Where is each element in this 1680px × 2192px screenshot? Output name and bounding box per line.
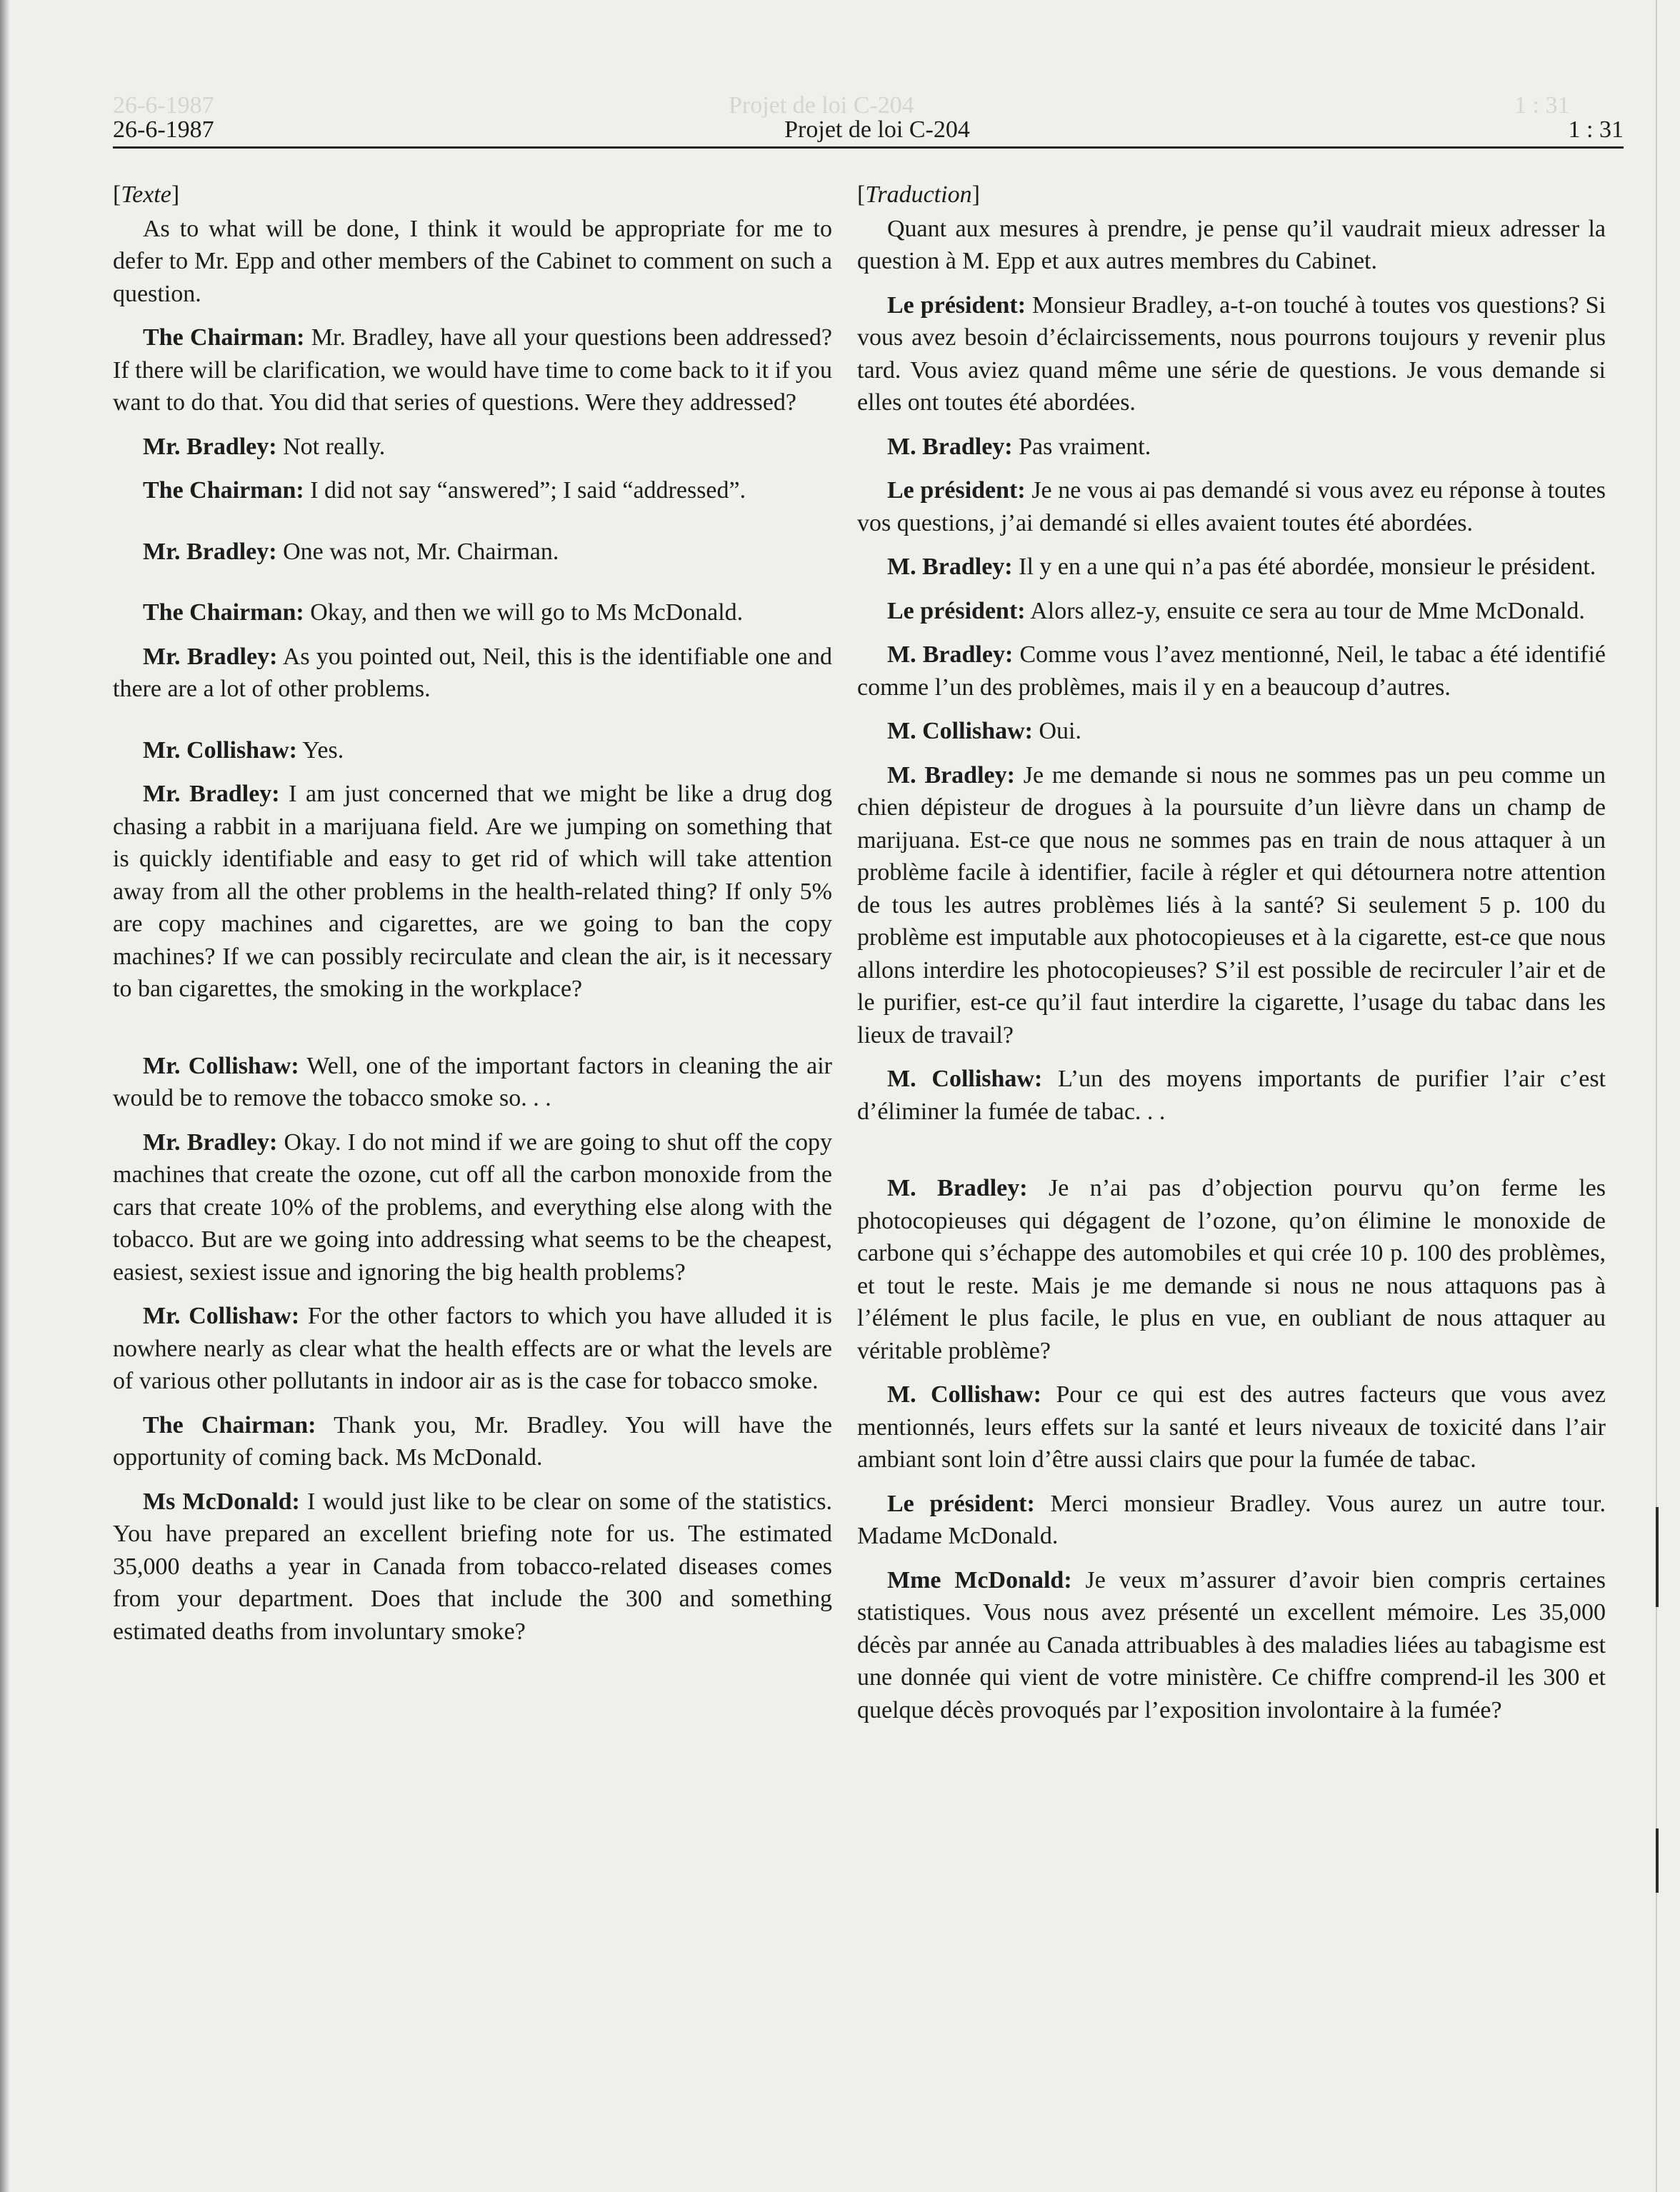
speaker-name: M. Bradley:	[887, 641, 1014, 668]
header-date: 26-6-1987	[113, 116, 214, 143]
speech-text: Alors allez-y, ensuite ce sera au tour de Mme McDonald.	[1030, 597, 1585, 624]
transcript-paragraph	[113, 1409, 832, 1474]
speaker-name: The Chairman:	[143, 1411, 316, 1438]
speech-text: Quant aux mesures à prendre, je pense qu’il vaudrait mieux adresser la question à M. Epp et aux autres membres du Cabinet.	[857, 215, 1606, 274]
transcript-paragraph	[113, 536, 832, 569]
speaker-name: M. Bradley:	[887, 761, 1015, 789]
transcript-paragraph	[113, 734, 832, 767]
speaker-name: Mr. Bradley:	[143, 433, 277, 460]
speech-text: I would just like to be clear on some of the statistics. You have prepared an excellent briefing note for us. The estimated 35,000 deaths a year in Canada from tobacco-related diseases comes from your department. Does that include the 300 and something estimated deaths from involuntary smoke?	[113, 1488, 833, 1645]
speech-text: Je me demande si nous ne sommes pas un peu comme un chien dépisteur de drogues à la poursuite d’un lièvre dans un champ de marijuana. Est-ce que nous ne sommes pas en train de nous attaquer à un problème facile à identifier, facile à régler et qui détournera notre attention de tous les autres problèmes liés à la santé? Si seulement 5 p. 100 du problème est imputable aux photocopieuses et à la cigarette, est-ce que nous allons interdire les photocopieuses? S’il est possible de recirculer l’air et de le purifier, est-ce qu’il faut interdire la cigarette, l’usage du tabac dans les lieux de travail?	[857, 761, 1606, 1049]
transcript-paragraph	[113, 641, 832, 706]
transcript-paragraph	[857, 431, 1606, 464]
header-rule	[113, 146, 1624, 149]
speech-text: Okay, and then we will go to Ms McDonald.	[310, 599, 744, 626]
transcript-paragraph	[113, 474, 832, 507]
speaker-name: M. Bradley:	[887, 554, 1013, 580]
column-label: [Traduction]	[857, 181, 980, 208]
english-column	[113, 179, 832, 1659]
speech-text: As to what will be done, I think it would be appropriate for me to defer to Mr. Epp and other members of the Cabinet to comment on such a question.	[113, 215, 832, 307]
speech-text: Pour ce qui est des autres facteurs que vous avez mentionnés, leurs effets sur la santé et leurs niveaux de toxicité dans l’air ambiant sont loin d’être aussi clairs que pour la fumée de tabac.	[857, 1381, 1606, 1473]
page-edge-shadow	[0, 0, 10, 2192]
speech-text: Il y en a une qui n’a pas été abordée, monsieur le président.	[1019, 554, 1596, 580]
transcript-paragraph	[113, 1486, 832, 1648]
speech-text: Oui.	[1039, 718, 1081, 744]
speaker-name: Mr. Bradley:	[143, 538, 277, 565]
transcript-paragraph	[113, 321, 832, 419]
transcript-paragraph	[113, 1300, 832, 1398]
transcript-paragraph	[857, 759, 1606, 1052]
transcript-paragraph	[857, 1564, 1606, 1727]
transcript-paragraph	[857, 715, 1606, 748]
transcript-paragraph	[857, 639, 1606, 704]
transcript-paragraph	[857, 474, 1606, 539]
speaker-name: M. Collishaw:	[887, 718, 1033, 744]
speaker-name: Mr. Collishaw:	[143, 1052, 299, 1079]
transcript-paragraph	[113, 431, 832, 464]
speech-text: Je ne vous ai pas demandé si vous avez eu réponse à toutes vos questions, j’ai demandé si elles avaient toutes été abordées.	[857, 477, 1606, 536]
speech-text: Well, one of the important factors in cleaning the air would be to remove the tobacco smoke so. . .	[113, 1052, 832, 1111]
transcript-paragraph	[857, 213, 1606, 278]
transcript-paragraph	[857, 1488, 1606, 1553]
transcript-paragraph	[857, 595, 1606, 628]
speaker-name: Ms McDonald:	[143, 1488, 300, 1515]
speaker-name: The Chairman:	[143, 477, 304, 504]
speaker-name: M. Bradley:	[887, 1175, 1028, 1201]
speech-text: Je n’ai pas d’objection pourvu qu’on ferme les photocopieuses qui dégagent de l’ozone, qu’on élimine le monoxide de carbone qui s’échappe des automobiles et qui crée 10 p. 100 des problèmes, et tout le reste. Mais je me demande si nous ne nous attaquons pas à l’élément le plus facile, le plus en vue, en oubliant de nous attaquer au véritable problème?	[857, 1175, 1606, 1364]
speech-text: As you pointed out, Neil, this is the identifiable one and there are a lot of other problems.	[113, 643, 832, 702]
speech-text: Mr. Bradley, have all your questions been addressed? If there will be clarification, we would have time to come back to it if you want to do that. You did that series of questions. Were they addressed?	[113, 324, 832, 416]
transcript-paragraph	[857, 1063, 1606, 1128]
transcript-paragraph	[113, 778, 832, 1006]
margin-mark	[1656, 1828, 1659, 1893]
transcript-paragraph	[857, 1172, 1606, 1367]
speech-text: Not really.	[283, 433, 386, 460]
transcript-paragraph	[857, 289, 1606, 419]
header-title: Projet de loi C-204	[784, 116, 970, 143]
transcript-paragraph	[113, 596, 832, 629]
margin-mark	[1656, 1507, 1659, 1607]
transcript-paragraph	[113, 213, 832, 311]
speech-text: Pas vraiment.	[1019, 433, 1151, 460]
transcript-paragraph	[113, 1050, 832, 1115]
speaker-name: The Chairman:	[143, 599, 304, 626]
show-through-text: Projet de loi C-204	[729, 92, 914, 119]
transcript-paragraph	[113, 1126, 832, 1289]
speech-text: Merci monsieur Bradley. Vous aurez un autre tour. Madame McDonald.	[857, 1490, 1606, 1549]
show-through-text: 26-6-1987	[113, 92, 214, 119]
speaker-name: Mr. Collishaw:	[143, 1303, 300, 1329]
speaker-name: Le président:	[887, 291, 1026, 319]
speaker-name: Mr. Bradley:	[143, 781, 280, 807]
speaker-name: Le président:	[887, 597, 1026, 624]
speaker-name: M. Collishaw:	[887, 1381, 1041, 1408]
speaker-name: Le président:	[887, 477, 1026, 504]
speaker-name: Le président:	[887, 1490, 1035, 1517]
speaker-name: Mr. Collishaw:	[143, 736, 297, 764]
column-label: [Texte]	[113, 181, 180, 208]
transcript-paragraph	[857, 1378, 1606, 1476]
speaker-name: M. Bradley:	[887, 433, 1013, 460]
show-through-text: 1 : 31	[1514, 92, 1570, 119]
speech-text: Je veux m’assurer d’avoir bien compris certaines statistiques. Vous nous avez présenté un excellent mémoire. Les 35,000 décès par année au Canada attribuables à des maladies liées au tabagisme est une donnée qui vient de votre ministère. Ce chiffre comprend-il les 300 et quelque décès provoqués par l’exposition involontaire à la fumée?	[857, 1566, 1606, 1723]
speaker-name: The Chairman:	[143, 324, 305, 351]
speech-text: Monsieur Bradley, a-t-on touché à toutes vos questions? Si vous avez besoin d’éclaircissements, nous pourrons toujours y revenir plus tard. Vous aviez quand même une série de questions. Je vous demande si elles ont toutes été abordées.	[857, 291, 1606, 416]
speaker-name: M. Collishaw:	[887, 1066, 1043, 1092]
speech-text: I did not say “answered”; I said “addressed”.	[310, 477, 746, 504]
french-column	[857, 179, 1606, 1738]
speech-text: I am just concerned that we might be like a drug dog chasing a rabbit in a marijuana field. Are we jumping on something that is quickly identifiable and easy to get rid of which will take attention away from all the other problems in the health-related thing? If only 5% are copy machines and cigarettes, are we going to ban the copy machines? If we can possibly recirculate and clean the air, is it necessary to ban cigarettes, the smoking in the workplace?	[113, 781, 833, 1002]
speaker-name: Mr. Bradley:	[143, 1128, 278, 1156]
speech-text: Thank you, Mr. Bradley. You will have the opportunity of coming back. Ms McDonald.	[113, 1411, 832, 1471]
speech-text: Comme vous l’avez mentionné, Neil, le tabac a été identifié comme l’un des problèmes, mais il y en a beaucoup d’autres.	[857, 641, 1606, 701]
header-page-number: 1 : 31	[1568, 116, 1624, 143]
speech-text: L’un des moyens importants de purifier l’air c’est d’éliminer la fumée de tabac. . .	[857, 1066, 1606, 1125]
speech-text: For the other factors to which you have alluded it is nowhere nearly as clear what the health effects are or what the levels are of various other pollutants in indoor air as is the case for tobacco smoke.	[113, 1303, 832, 1394]
speech-text: Yes.	[302, 736, 344, 764]
transcript-paragraph	[857, 551, 1606, 584]
speaker-name: Mr. Bradley:	[143, 643, 278, 670]
speaker-name: Mme McDonald:	[887, 1566, 1072, 1593]
speech-text: Okay. I do not mind if we are going to shut off the copy machines that create the ozone, cut off all the carbon monoxide from the cars that create 10% of the problems, and everything else along with the tobacco. But are we going into addressing what seems to be the cheapest, easiest, sexiest issue and ignoring the big health problems?	[113, 1128, 832, 1286]
speech-text: One was not, Mr. Chairman.	[283, 538, 559, 565]
